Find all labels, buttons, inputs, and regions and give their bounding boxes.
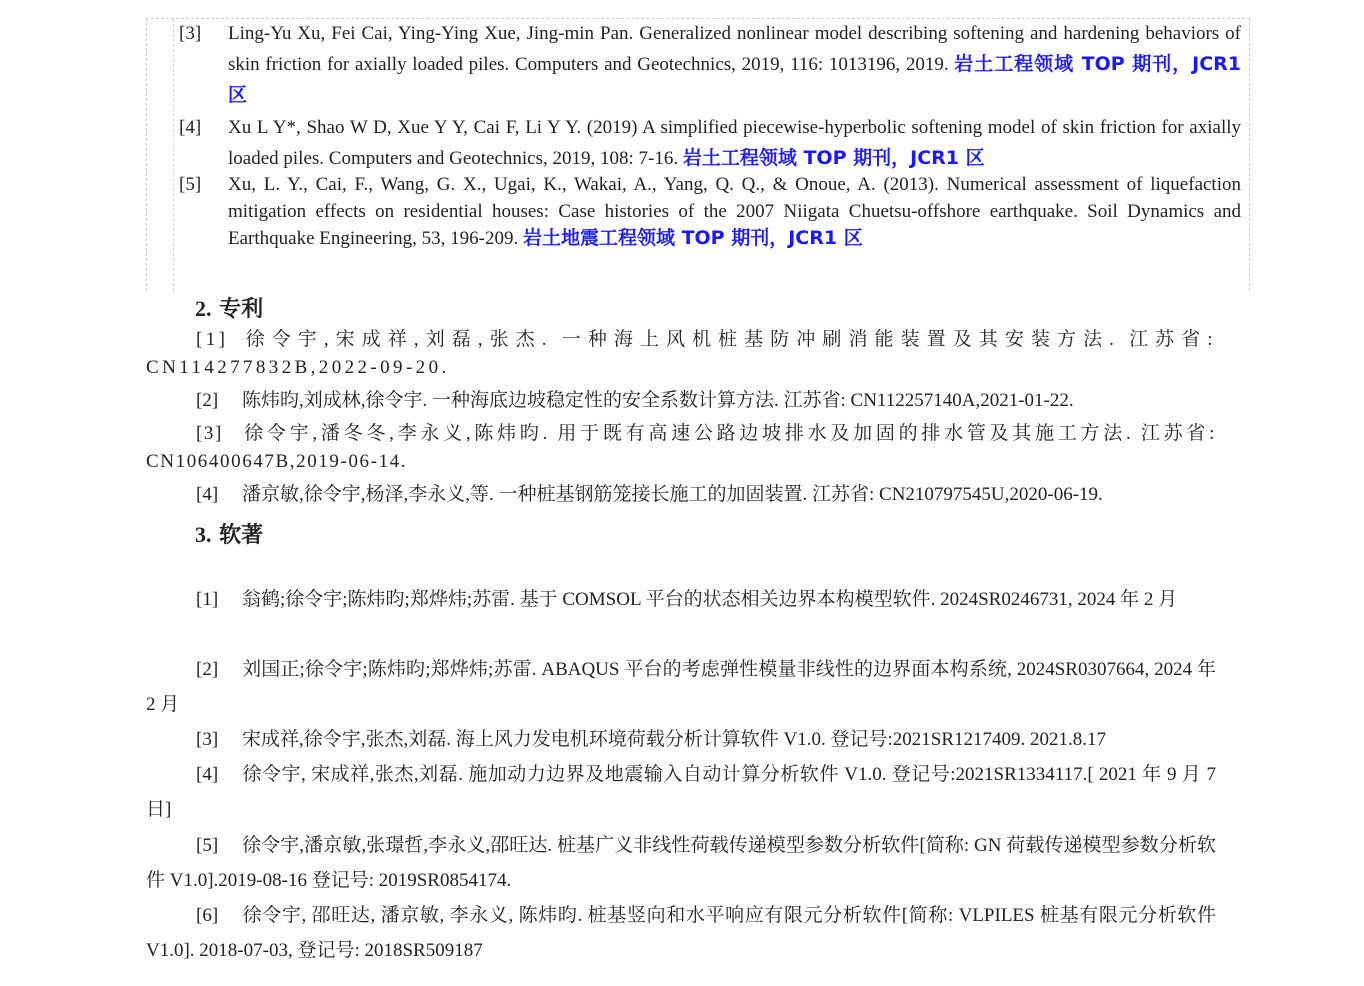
patent-item <box>146 480 1216 510</box>
software-item <box>146 582 1216 617</box>
patent-number: [3] <box>196 423 223 444</box>
software-text: 徐令宇, 宋成祥,张杰,刘磊. 施加动力边界及地震输入自动计算分析软件 V1.0. 登记号:2021SR1334117.[ 2021 年 9 月 7 日] <box>146 764 1216 820</box>
section-heading-software <box>195 518 263 549</box>
software-item <box>146 757 1216 827</box>
software-text: 宋成祥,徐令宇,张杰,刘磊. 海上风力发电机环境荷载分析计算软件 V1.0. 登记号:2021SR1217409. 2021.8.17 <box>242 729 1106 750</box>
journal-rank-badge: 岩土工程领域 TOP 期刊，JCR1 区 <box>228 53 1242 106</box>
patent-item <box>146 386 1216 416</box>
patent-text: 潘京敏,徐令宇,杨泽,李永义,等. 一种桩基钢筋笼接长施工的加固装置. 江苏省: CN210797545U,2020-06-19. <box>242 484 1103 505</box>
paper-item <box>179 19 1241 111</box>
paper-citation: Xu, L. Y., Cai, F., Wang, G. X., Ugai, K., Wakai, A., Yang, Q. Q., & Onoue, A. (2013). Numerical assessment of liquefaction mitigation effects on residential houses: Case histories of the 2007 Niigata Chuetsu-offshore earthquake. Soil Dynamics and Earthquake Engineering, 53, 196-209. <box>228 174 1241 249</box>
software-text: 翁鹤;徐令宇;陈炜昀;郑烨炜;苏雷. 基于 COMSOL 平台的状态相关边界本构模型软件. 2024SR0246731, 2024 年 2 月 <box>242 589 1178 610</box>
section-heading-patents <box>195 292 263 323</box>
paper-number: [5] <box>179 174 202 195</box>
software-number: [2] <box>196 659 219 680</box>
software-number: [6] <box>196 905 219 926</box>
patent-text: 徐令宇,宋成祥,刘磊,张杰. 一种海上风机桩基防冲刷消能装置及其安装方法. 江苏省: CN114277832B,2022-09-20. <box>146 329 1216 378</box>
patent-number: [1] <box>196 329 229 350</box>
paper-citation: Xu L Y*, Shao W D, Xue Y Y, Cai F, Li Y Y. (2019) A simplified piecewise-hyperbolic softening model of skin friction for axially loaded piles. Computers and Geotechnics, 2019, 108: 7-16. <box>228 117 1241 169</box>
patent-item <box>146 326 1216 382</box>
papers-box <box>146 18 1250 291</box>
section-title: 专利 <box>219 297 264 322</box>
software-text: 徐令宇, 邵旺达, 潘京敏, 李永义, 陈炜昀. 桩基竖向和水平响应有限元分析软件[简称: VLPILES 桩基有限元分析软件 V1.0]. 2018-07-03, 登记号: 2018SR509187 <box>146 905 1216 961</box>
journal-rank-badge: 岩土地震工程领域 TOP 期刊，JCR1 区 <box>522 227 863 249</box>
patent-item <box>146 420 1216 476</box>
software-item <box>146 898 1216 968</box>
section-title: 软著 <box>219 523 264 548</box>
journal-rank-badge: 岩土工程领域 TOP 期刊，JCR1 区 <box>682 147 985 169</box>
software-number: [3] <box>196 729 219 750</box>
patent-text: 徐令宇,潘冬冬,李永义,陈炜昀. 用于既有高速公路边坡排水及加固的排水管及其施工方法. 江苏省: CN106400647B,2019-06-14. <box>146 423 1216 472</box>
patent-number: [4] <box>196 484 219 505</box>
patent-number: [2] <box>196 390 219 411</box>
paper-item <box>179 113 1241 174</box>
box-divider <box>173 19 174 291</box>
software-number: [5] <box>196 835 219 856</box>
section-number: 3. <box>195 522 212 547</box>
software-number: [4] <box>196 764 219 785</box>
patent-text: 陈炜昀,刘成林,徐令宇. 一种海底边坡稳定性的安全系数计算方法. 江苏省: CN112257140A,2021-01-22. <box>242 390 1074 411</box>
paper-item <box>179 171 1241 252</box>
paper-number: [4] <box>179 117 202 138</box>
section-number: 2. <box>195 296 212 321</box>
software-item <box>146 828 1216 898</box>
software-text: 徐令宇,潘京敏,张璟哲,李永义,邵旺达. 桩基广义非线性荷载传递模型参数分析软件[简称: GN 荷载传递模型参数分析软件 V1.0].2019-08-16 登记号: 2019SR0854174. <box>146 835 1216 891</box>
software-text: 刘国正;徐令宇;陈炜昀;郑烨炜;苏雷. ABAQUS 平台的考虑弹性模量非线性的边界面本构系统, 2024SR0307664, 2024 年 2 月 <box>146 659 1216 715</box>
software-number: [1] <box>196 589 219 610</box>
software-item <box>146 652 1216 722</box>
paper-citation: Ling-Yu Xu, Fei Cai, Ying-Ying Xue, Jing-min Pan. Generalized nonlinear model describing softening and hardening behaviors of skin friction for axially loaded piles. Computers and Geotechnics, 2019, 116: 1013196, 2019. <box>228 23 1241 75</box>
paper-number: [3] <box>179 23 202 44</box>
software-item <box>146 722 1216 757</box>
